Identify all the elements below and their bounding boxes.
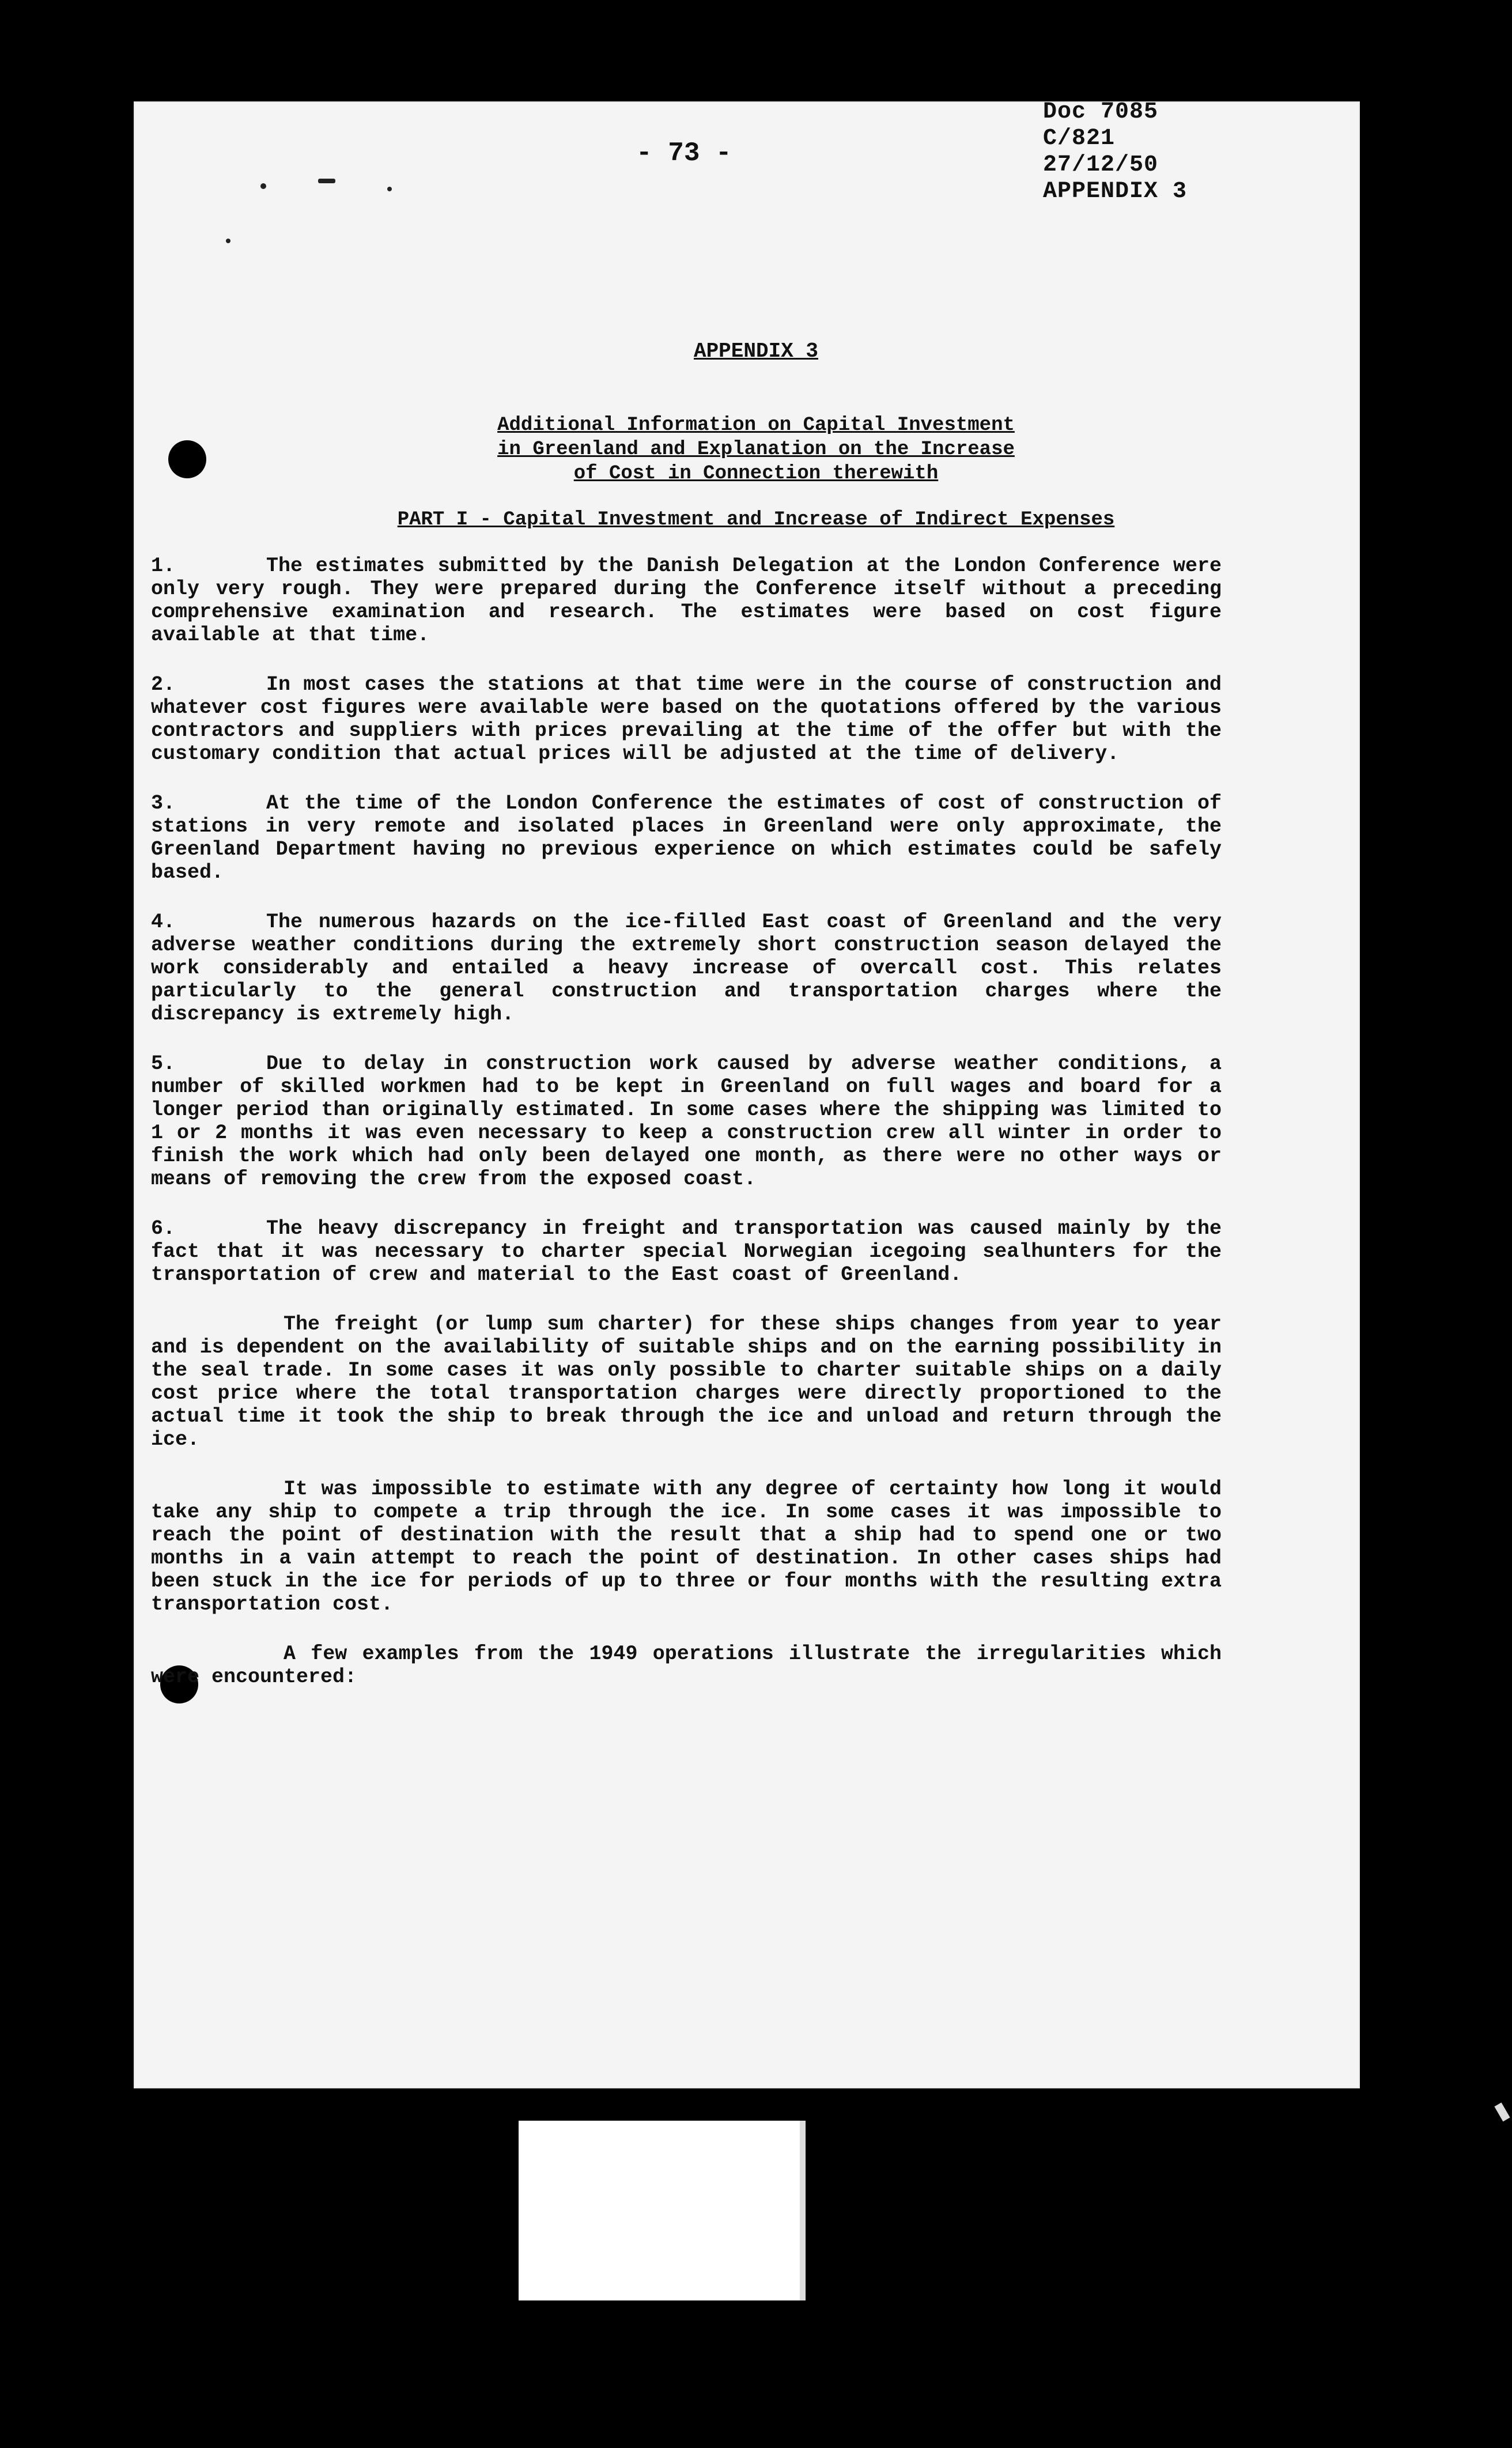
paragraph-text: The heavy discrepancy in freight and transportation was caused mainly by the fact that it was necessary to charter special Norwegian icegoing sealhunters for the transportation of crew and material to the East coast of Greenland. — [151, 1217, 1222, 1286]
paragraph-text: Due to delay in construction work caused by adverse weather conditions, a number of skilled workmen had to be kept in Greenland on full wages and board for a longer period than originally estimated. In some cases where the shipping was limited to 1 or 2 months it was even necessary to keep a construction crew all winter in order to finish the work which had only been delayed one month, as there were no other ways or means of removing the crew from the exposed coast. — [151, 1052, 1222, 1191]
paragraph-number: 5. — [151, 1052, 176, 1075]
subtitle-line: of Cost in Connection therewith — [573, 463, 939, 485]
paragraph-number: 4. — [151, 911, 176, 934]
paragraph-number: 3. — [151, 792, 176, 815]
paragraph — [151, 1217, 1222, 1286]
reference-line: 27/12/50 — [1043, 152, 1159, 178]
paragraph — [151, 1052, 1222, 1191]
paper-tab — [519, 2121, 802, 2300]
edge-mark — [1494, 2103, 1510, 2122]
reference-line: C/821 — [1043, 126, 1116, 152]
paragraph — [151, 1478, 1222, 1616]
paragraph — [151, 911, 1222, 1026]
paragraph-number: 2. — [151, 673, 176, 696]
paragraph-text: The estimates submitted by the Danish Delegation at the London Conference were only very rough. They were prepared during the Conference itself without a preceding comprehensive examination and research. The estimates were based on cost figure available at that time. — [151, 554, 1222, 647]
speck — [226, 239, 230, 243]
paragraph-number: 6. — [151, 1217, 176, 1240]
paragraph-text: It was impossible to estimate with any degree of certainty how long it would take any ship to compete a trip through the ice. In some cases it was impossible to reach the point of destination with the result that a ship had to spend one or two months in a vain attempt to reach the point of destination. In other cases ships had been stuck in the ice for periods of up to three or four months with the resulting extra transportation cost. — [151, 1478, 1222, 1616]
paragraph-number: 1. — [151, 554, 176, 577]
paragraph — [151, 554, 1222, 647]
part-heading: PART I - Capital Investment and Increase of Indirect Expenses — [397, 509, 1115, 531]
paragraph — [151, 673, 1222, 765]
reference-line: APPENDIX 3 — [1043, 179, 1188, 205]
paragraph-text: The freight (or lump sum charter) for these ships changes from year to year and is dependent on the availability of suitable ships and on the earning possibility in the seal trade. In some cases it was only possible to charter suitable ships on a daily cost price where the total transportation charges were directly proportioned to the actual time it took the ship to break through the ice and unload and return through the ice. — [151, 1313, 1222, 1451]
paragraph-text: A few examples from the 1949 operations illustrate the irregularities which were encountered: — [151, 1642, 1222, 1688]
paragraph-text: At the time of the London Conference the estimates of cost of construction of stations in very remote and isolated places in Greenland were only approximate, the Greenland Department having no previous experience on which estimates could be safely based. — [151, 792, 1222, 884]
speck — [260, 183, 266, 189]
paragraph-text: In most cases the stations at that time were in the course of construction and whatever cost figures were available were based on the quotations offered by the various contractors and suppliers with prices prevailing at the time of the offer but with the customary condition that actual prices will be adjusted at the time of delivery. — [151, 673, 1222, 765]
paragraph — [151, 1313, 1222, 1451]
document-reference — [1043, 99, 1187, 205]
paper-tab-edge — [800, 2121, 806, 2300]
paragraph — [151, 1642, 1222, 1688]
reference-line: Doc 7085 — [1043, 99, 1159, 125]
body-text — [151, 554, 1222, 1715]
speck — [387, 187, 392, 191]
paragraph-text: The numerous hazards on the ice-filled East coast of Greenland and the very adverse weather conditions during the extremely short construction season delayed the work considerably and entailed a heavy increase of overcall cost. This relates particularly to the general construction and transportation charges where the discrepancy is extremely high. — [151, 911, 1222, 1026]
appendix-heading: APPENDIX 3 — [693, 339, 819, 363]
speck — [318, 179, 335, 183]
page-number: - 73 - — [636, 138, 732, 168]
subtitle-line: Additional Information on Capital Investment — [497, 414, 1015, 436]
paragraph — [151, 792, 1222, 884]
subtitle-line: in Greenland and Explanation on the Increase — [497, 439, 1015, 460]
